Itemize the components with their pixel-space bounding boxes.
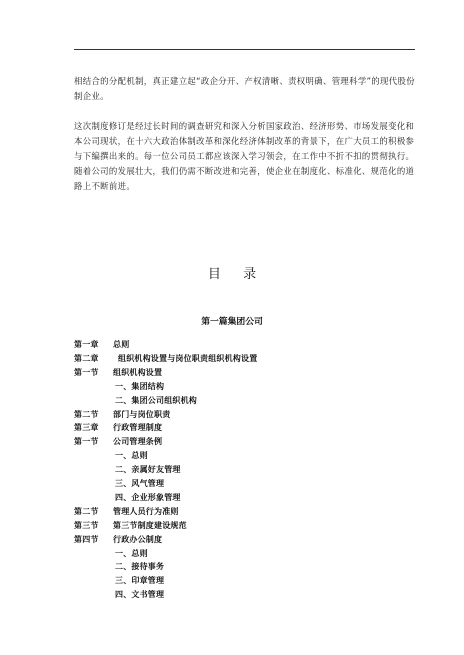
toc-entry-title: 部门与岗位职责: [113, 409, 171, 419]
toc-title-char-1: 目: [207, 267, 221, 282]
toc-entry-number: 第四节: [74, 534, 99, 544]
toc-entry-title: 二、集团公司组织机构: [115, 395, 197, 405]
toc-entry-number: 第三章: [74, 423, 99, 433]
part-title: 第一篇集团公司: [201, 317, 263, 327]
toc-entry-title: 三、风气管理: [115, 479, 165, 488]
toc-entry-title: 一、总则: [115, 451, 148, 461]
header-rule: [74, 49, 415, 50]
toc-entry-number: 第一节: [74, 437, 99, 447]
intro-paragraph-continued: 相结合的分配机制，真正建立起“政企分开、产权清晰、责权明确、管理科学”的现代股份制企业。: [74, 76, 415, 101]
toc-entry-number: 第三节: [74, 520, 99, 530]
toc-entry-title: 管理人员行为准则: [113, 506, 179, 516]
toc-entry-number: 第一章: [74, 340, 99, 349]
toc-entry-number: 第二节: [74, 506, 99, 516]
toc-entry-title: 行政管理制度: [113, 423, 163, 433]
toc-entry-title: 一、集团结构: [115, 381, 165, 391]
toc-entry-number: 第二节: [74, 409, 99, 419]
toc-entry-title: 公司管理条例: [113, 437, 163, 447]
toc-title-char-2: 录: [243, 267, 257, 282]
toc-entry-title: 一、总则: [115, 548, 148, 558]
toc-entry-title: 组织机构设置: [113, 367, 163, 377]
toc-entry-title: 组织机构设置与岗位职责组织机构设置: [118, 353, 258, 363]
toc-entry-number: 第一节: [74, 367, 99, 377]
toc-entry-title: 行政办公制度: [113, 534, 163, 544]
toc-entry-title: 二、亲属好友管理: [115, 465, 181, 475]
toc-entry-title: 第三节制度建设规范: [113, 520, 187, 530]
revision-paragraph: 这次制度修订是经过长时间的调查研究和深入分析国家政治、经济形势、市场发展变化和本公司现状，在十六大政治体制改革和深化经济体制改革的背景下，在广大员工的积极参与下编撰出来的。每一位公司员工都应该深入学习领会，在工作中不折不扣的贯彻执行。随着公司的发展壮大，我们仍需不断改进和完善，使企业在制度化、标准化、规范化的道路上不断前进。: [74, 121, 415, 191]
toc-entry-number: 第二章: [74, 353, 99, 363]
toc-entry-title: 二、接待事务: [115, 562, 165, 572]
toc-entry-title: 三、印章管理: [115, 576, 165, 586]
toc-entry-title: 四、企业形象管理: [115, 492, 181, 502]
toc-entry-title: 总则: [113, 340, 130, 349]
toc-entry-title: 四、文书管理: [115, 590, 165, 600]
toc-title: [0, 263, 464, 282]
